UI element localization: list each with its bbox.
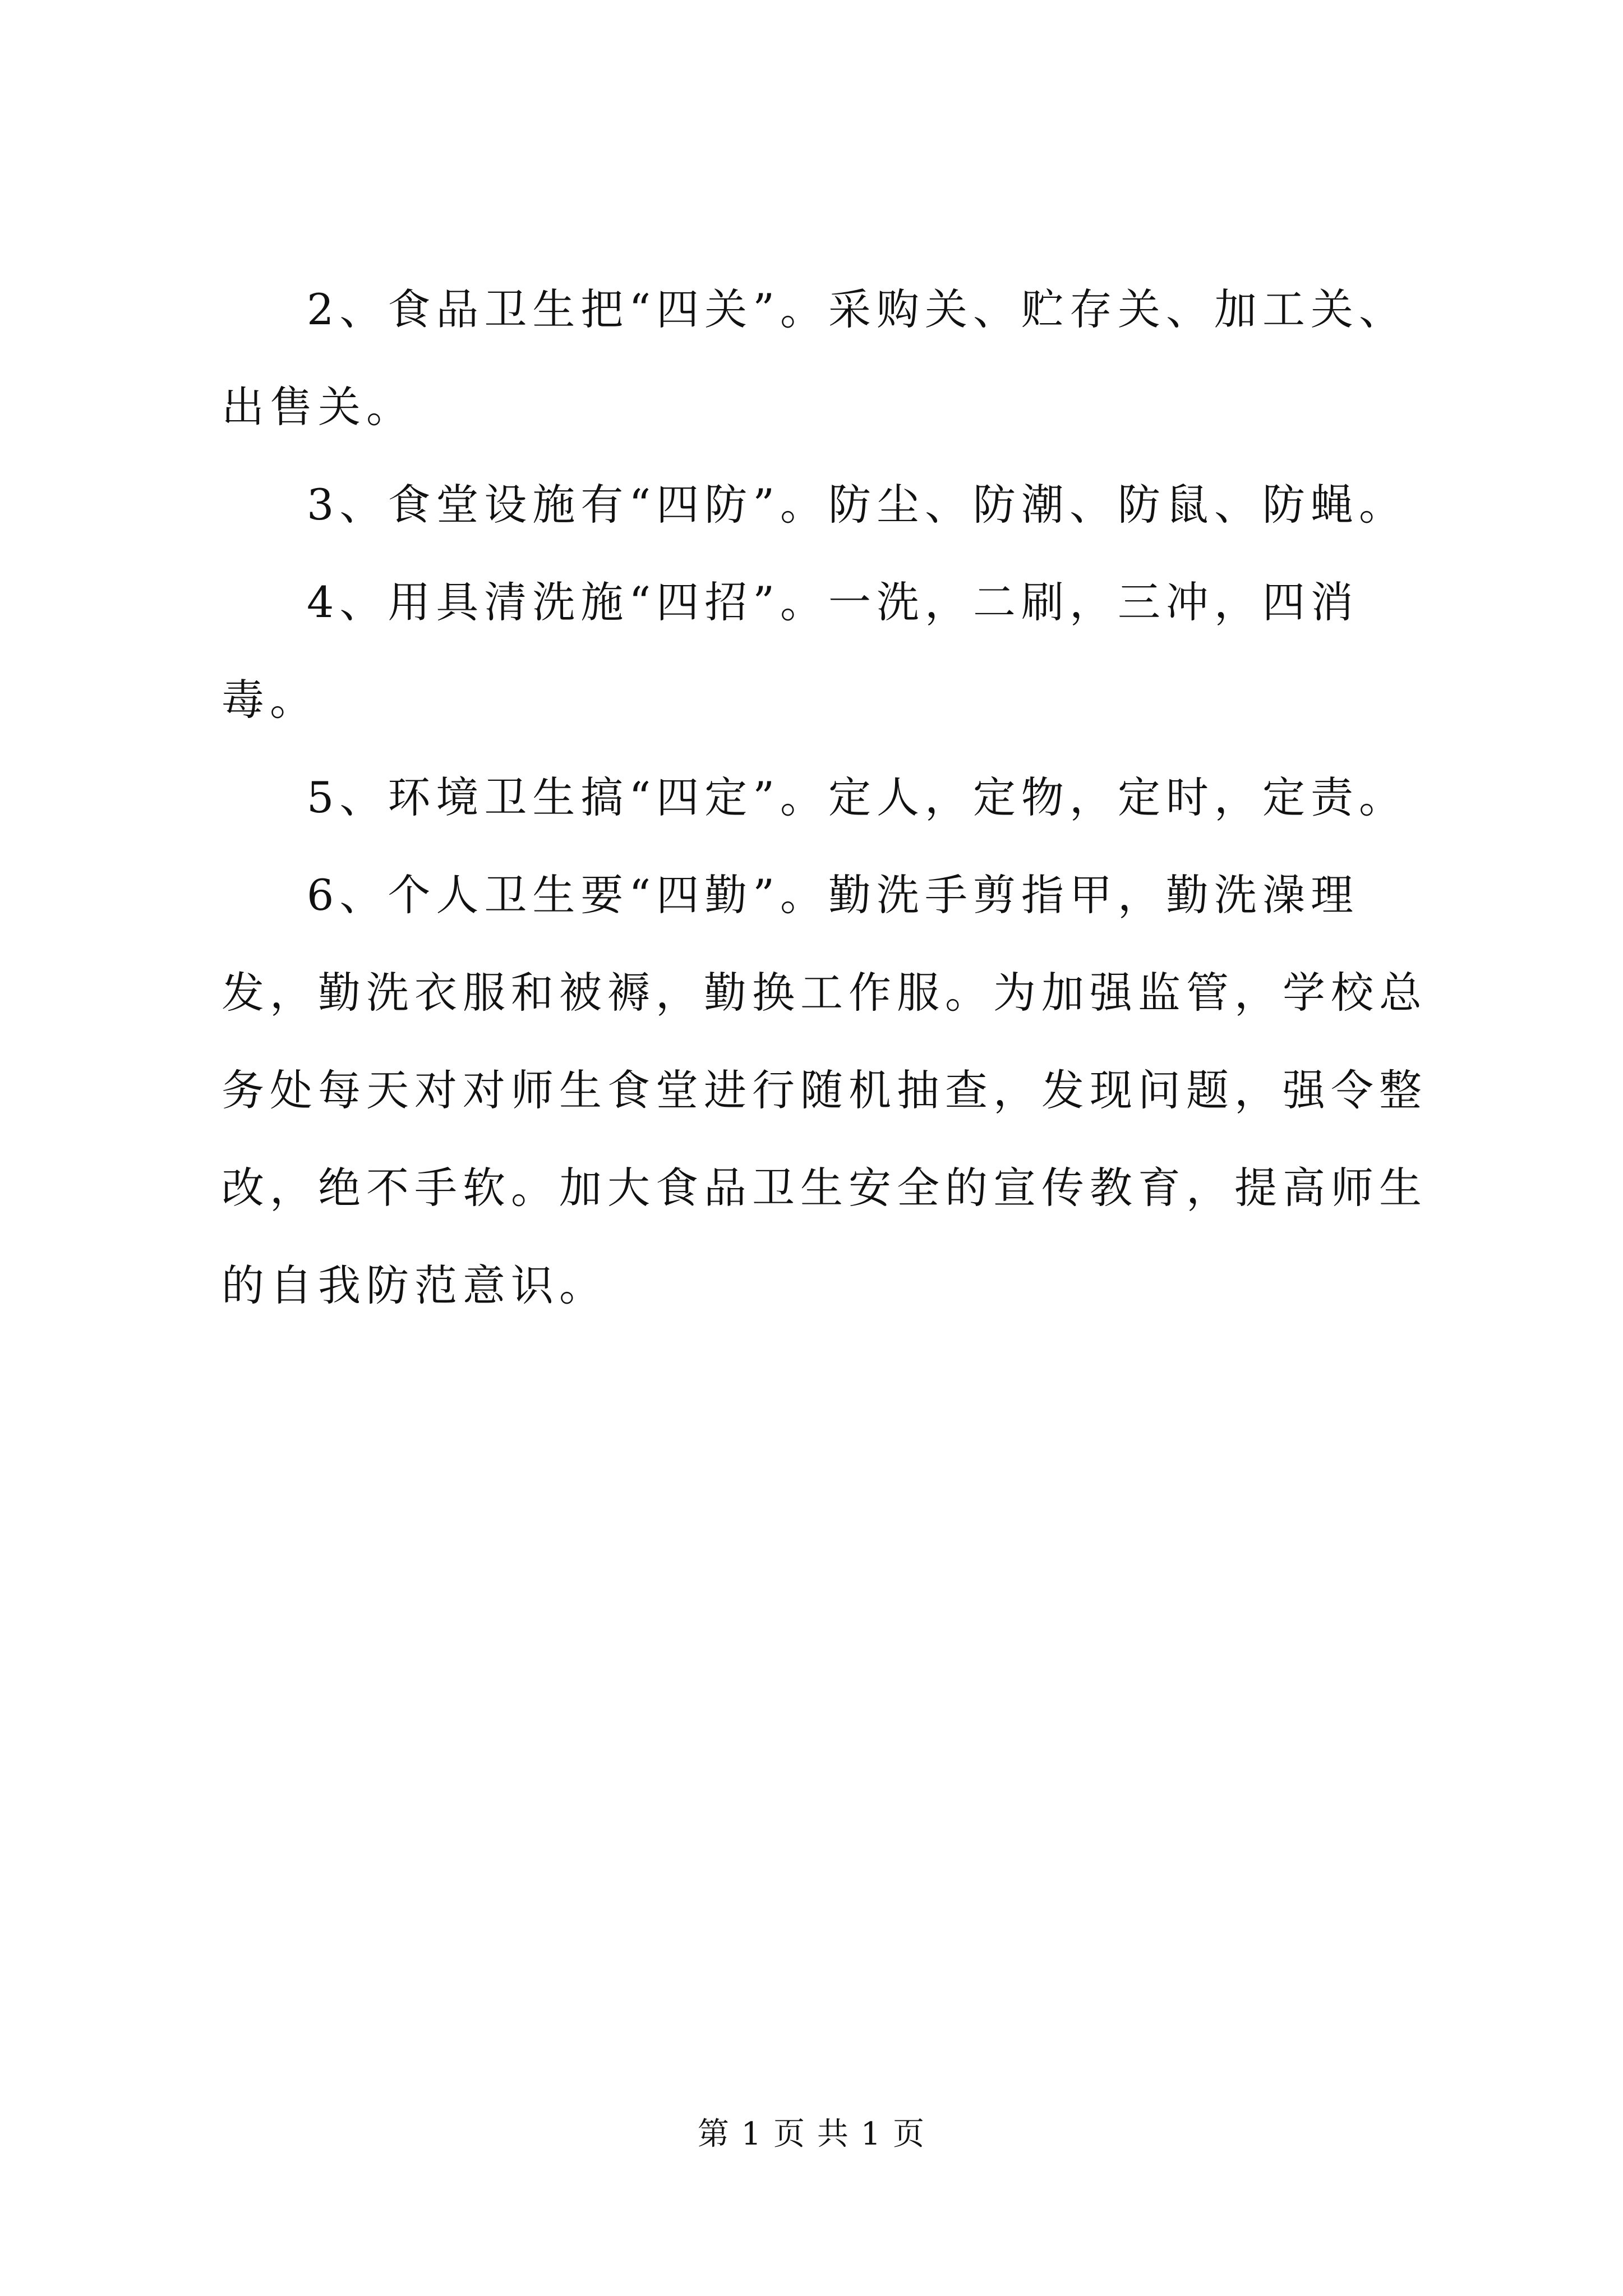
paragraph-four-diligence: 6、个人卫生要“四勤”。勤洗手剪指甲，勤洗澡理发，勤洗衣服和被褥，勤换工作服。为加强监管，学校总务处每天对对师生食堂进行随机抽查，发现问题，强令整改，绝不手软。加大食品卫生安全的宣传教育，提高师生的自我防范意识。	[222, 870, 1427, 1310]
paragraph-four-checks: 2、食品卫生把“四关”。采购关、贮存关、加工关、出售关。	[222, 284, 1408, 432]
document-body	[222, 261, 1427, 1335]
paragraph-four-fixed: 5、环境卫生搞“四定”。定人，定物，定时，定责。	[307, 772, 1408, 822]
paragraph-four-cleaning-steps: 4、用具清洗施“四招”。一洗，二刷，三冲，四消毒。	[222, 577, 1359, 725]
paragraph-four-preventions: 3、食堂设施有“四防”。防尘、防潮、防鼠、防蝇。	[307, 480, 1408, 530]
page-footer: 第 1 页 共 1 页	[697, 2116, 926, 2152]
